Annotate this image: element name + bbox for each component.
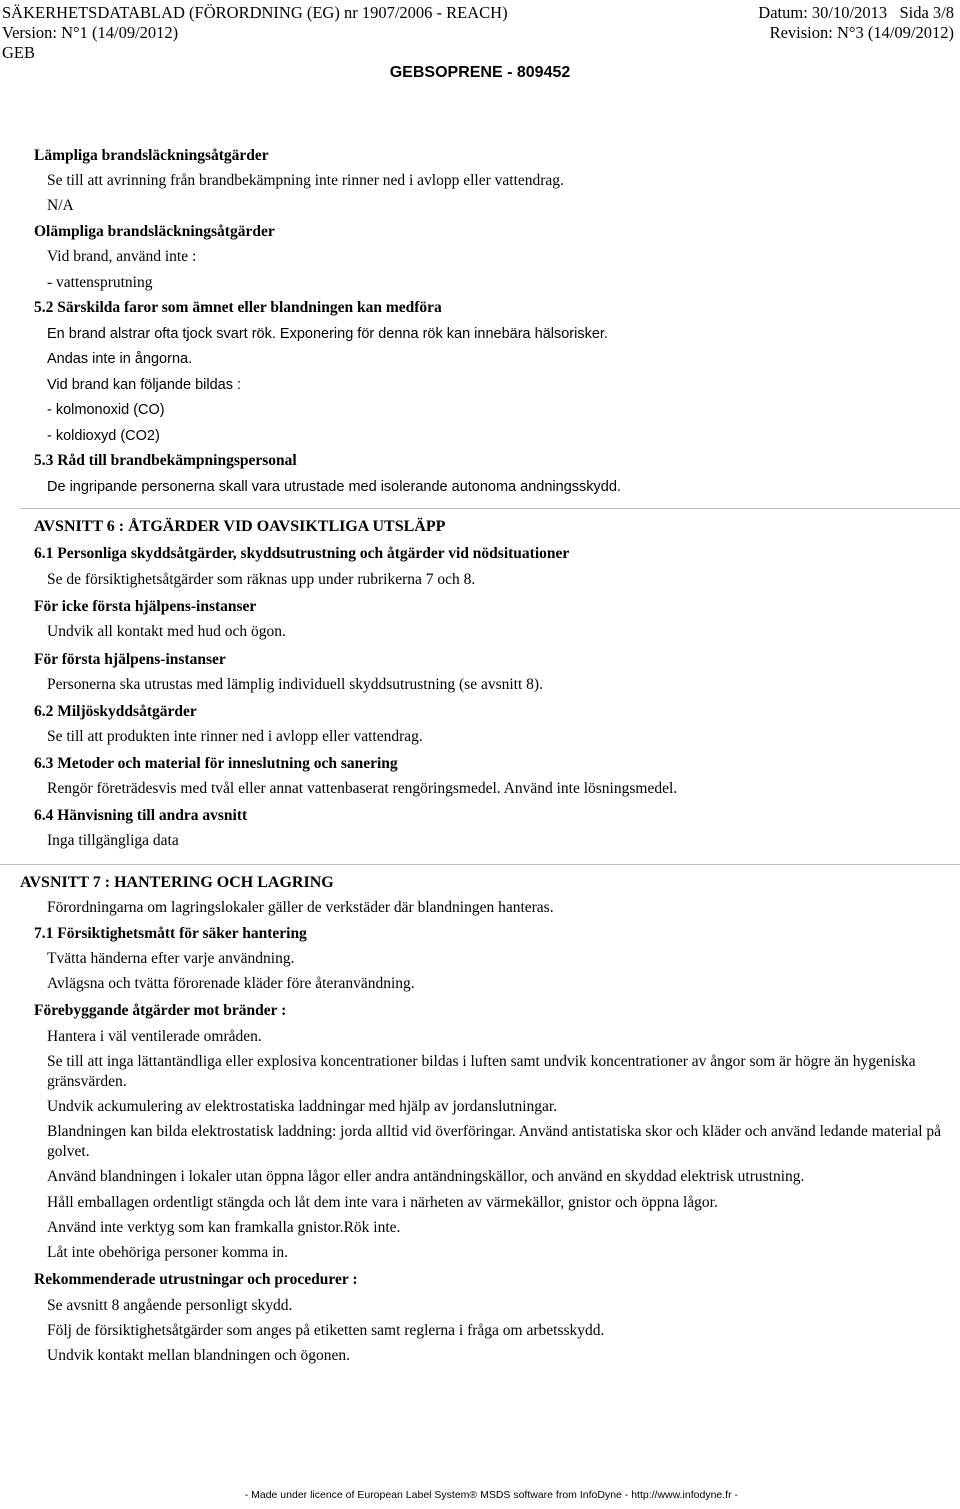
unsuitable-extinguishing-heading: Olämpliga brandsläckningsåtgärder: [34, 223, 275, 240]
fire-prevention-item: Använd inte verktyg som kan framkalla gnistor.Rök inte.: [47, 1219, 401, 1236]
first-aid-heading: För första hjälpens-instanser: [34, 651, 226, 668]
date-page: [758, 3, 954, 23]
section-6-3-text: Rengör företrädesvis med tvål eller annat vattenbaserat rengöringsmedel. Använd inte lösningsmedel.: [47, 780, 678, 797]
section-6-1-text: Se de försiktighetsåtgärder som räknas upp under rubrikerna 7 och 8.: [47, 571, 476, 588]
section-5-3-heading: 5.3 Råd till brandbekämpningspersonal: [34, 452, 297, 469]
fire-prevention-item: Håll emballagen ordentligt stängda och låt dem inte vara i närheten av värmekällor, gnistor och öppna lågor.: [47, 1194, 718, 1211]
section-5-2-line-2: Andas inte in ångorna.: [47, 351, 193, 367]
section-7-intro: Förordningarna om lagringslokaler gäller de verkstäder där blandningen hanteras.: [47, 899, 554, 916]
fire-prevention-item: Blandningen kan bilda elektrostatisk laddning: jorda alltid vid överföringar. Använd antistatiska skor och kläder och använd ledande material på golvet.: [47, 1123, 942, 1160]
fire-prevention-item: Hantera i väl ventilerade områden.: [47, 1028, 262, 1045]
section-6-4-text: Inga tillgängliga data: [47, 832, 179, 849]
equipment-item: Följ de försiktighetsåtgärder som anges på etiketten samt reglerna i fråga om arbetsskydd.: [47, 1322, 605, 1339]
page-number: Sida 3/8: [899, 3, 954, 22]
section-5-2-line-5: - koldioxyd (CO2): [47, 428, 160, 444]
fire-prevention-item: Se till att inga lättantändliga eller explosiva koncentrationer bildas i luften samt undvik koncentrationer av ångor som är högre än hygeniska gränsvärden.: [47, 1053, 916, 1090]
section-6-4-heading: 6.4 Hänvisning till andra avsnitt: [34, 807, 248, 824]
section-7-title: AVSNITT 7 : HANTERING OCH LAGRING: [20, 874, 334, 891]
fire-prevention-item: Använd blandningen i lokaler utan öppna lågor eller andra antändningskällor, och använd en skyddad elektrisk utrustning.: [47, 1168, 805, 1185]
section-divider: [20, 508, 960, 509]
doc-title: SÄKERHETSDATABLAD (FÖRORDNING (EG) nr 1907/2006 - REACH): [2, 3, 508, 22]
equipment-item: Se avsnitt 8 angående personligt skydd.: [47, 1297, 293, 1314]
section-5-2-line-1: En brand alstrar ofta tjock svart rök. Exponering för denna rök kan innebära hälsorisker.: [47, 326, 608, 342]
section-6-2-heading: 6.2 Miljöskyddsåtgärder: [34, 703, 197, 720]
fire-prevention-heading: Förebyggande åtgärder mot bränder :: [34, 1002, 287, 1019]
section-7-1-text-b: Avlägsna och tvätta förorenade kläder före återanvändning.: [47, 975, 415, 992]
doc-date: Datum: 30/10/2013: [758, 3, 888, 22]
section-divider: [0, 864, 960, 865]
section-6-1-heading: 6.1 Personliga skyddsåtgärder, skyddsutrustning och åtgärder vid nödsituationer: [34, 545, 570, 562]
unsuitable-extinguishing-text: Vid brand, använd inte :: [47, 248, 197, 265]
section-6-3-heading: 6.3 Metoder och material för inneslutning och sanering: [34, 755, 398, 772]
section-6-2-text: Se till att produkten inte rinner ned i avlopp eller vattendrag.: [47, 728, 423, 745]
equipment-item: Undvik kontakt mellan blandningen och ögonen.: [47, 1347, 351, 1364]
suitable-extinguishing-text: Se till att avrinning från brandbekämpning inte rinner ned i avlopp eller vattendrag.: [47, 172, 564, 189]
na-text: N/A: [47, 197, 74, 214]
section-5-2-heading: 5.2 Särskilda faror som ämnet eller blandningen kan medföra: [34, 299, 442, 316]
section-5-2-line-4: - kolmonoxid (CO): [47, 402, 165, 418]
product-name: GEBSOPRENE - 809452: [389, 64, 571, 81]
non-first-aid-text: Undvik all kontakt med hud och ögon.: [47, 623, 286, 640]
footer-credit: - Made under licence of European Label System® MSDS software from InfoDyne - http://www.infodyne.fr -: [244, 1489, 738, 1501]
suitable-extinguishing-heading: Lämpliga brandsläckningsåtgärder: [34, 147, 269, 164]
company-name: GEB: [2, 43, 35, 62]
section-5-2-line-3: Vid brand kan följande bildas :: [47, 377, 242, 393]
equipment-heading: Rekommenderade utrustningar och procedurer :: [34, 1271, 358, 1288]
section-5-3-text: De ingripande personerna skall vara utrustade med isolerande autonoma andningsskydd.: [47, 479, 621, 495]
doc-revision: Revision: N°3 (14/09/2012): [769, 23, 954, 42]
section-6-title: AVSNITT 6 : ÅTGÄRDER VID OAVSIKTLIGA UTSLÄPP: [34, 518, 446, 535]
fire-prevention-item: Undvik ackumulering av elektrostatiska laddningar med hjälp av jordanslutningar.: [47, 1098, 558, 1115]
fire-prevention-item: Låt inte obehöriga personer komma in.: [47, 1244, 289, 1261]
non-first-aid-heading: För icke första hjälpens-instanser: [34, 598, 257, 615]
doc-version: Version: N°1 (14/09/2012): [2, 23, 179, 42]
unsuitable-extinguishing-item: - vattensprutning: [47, 274, 153, 291]
section-7-1-heading: 7.1 Försiktighetsmått för säker hantering: [34, 925, 307, 942]
section-7-1-text-a: Tvätta händerna efter varje användning.: [47, 950, 295, 967]
first-aid-text: Personerna ska utrustas med lämplig individuell skyddsutrustning (se avsnitt 8).: [47, 676, 543, 693]
